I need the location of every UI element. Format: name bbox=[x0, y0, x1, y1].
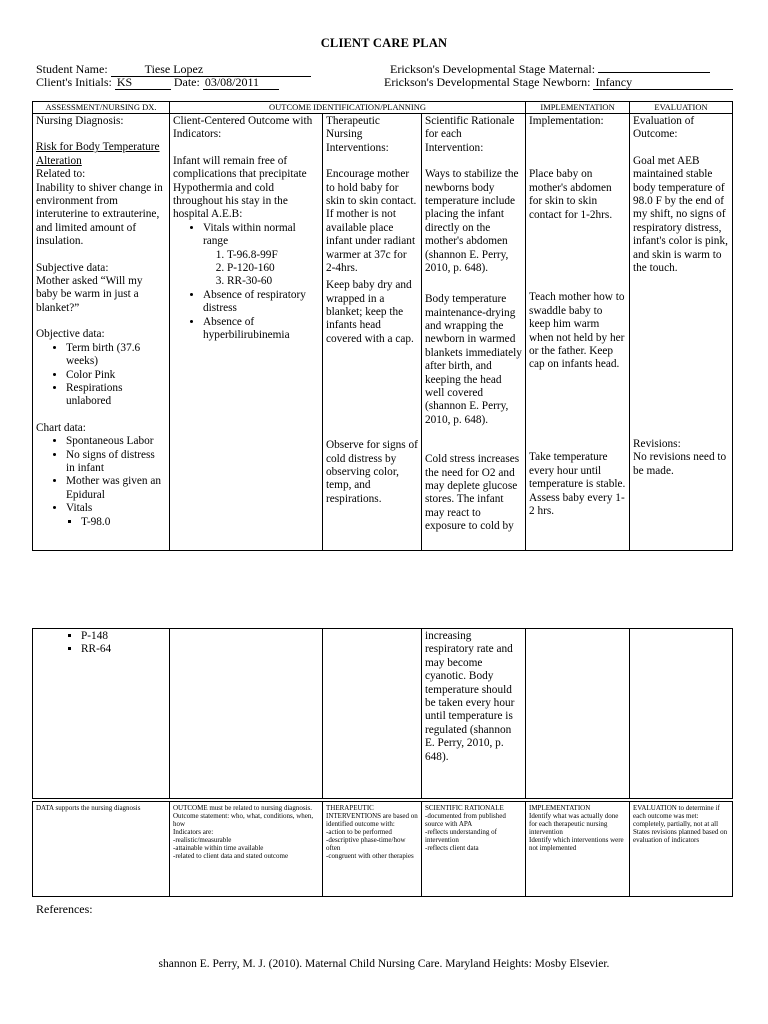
implementation-cont-cell[interactable] bbox=[526, 629, 630, 799]
outcome-heading: Client-Centered Outcome with Indicators: bbox=[173, 115, 313, 141]
implementation-heading: Implementation: bbox=[529, 115, 604, 127]
list-item: • Absence of hyperbilirubinemia bbox=[203, 316, 319, 343]
client-initials-field[interactable]: KS bbox=[115, 76, 171, 90]
implementation-2: Teach mother how to swaddle baby to keep him warm when not held by her or the father. Keep cap on infants head. bbox=[529, 291, 625, 371]
outcome-other-list bbox=[173, 289, 319, 343]
erikson-maternal-field[interactable] bbox=[598, 72, 710, 73]
chart-data-list bbox=[36, 435, 166, 515]
col-outcome-planning: OUTCOME IDENTIFICATION/PLANNING bbox=[170, 102, 526, 114]
rationale-2: Body temperature maintenance-drying and wrapping the newborn in warmed blankets immediately after birth, and keeping the head well covered (shannon E. Perry, 2010, p. 648). bbox=[425, 293, 522, 426]
outcome-text: Infant will remain free of complications that precipitate Hypothermia and cold throughout his stay in the hospital A.E.B: bbox=[173, 154, 307, 221]
objective-list bbox=[36, 342, 166, 409]
page-title: CLIENT CARE PLAN bbox=[320, 36, 448, 50]
list-item: • No signs of distress in infant bbox=[66, 449, 166, 476]
guide-outcome: OUTCOME must be related to nursing diagnosis. Outcome statement: who, what, conditions, when, how Indicators are: -realistic/measurable -attainable within time available -related to client data and stated outcome bbox=[170, 802, 323, 897]
rationale-cont-cell[interactable] bbox=[422, 629, 526, 799]
list-item: 1. T-96.8-99F bbox=[227, 249, 319, 262]
list-item: 2. P-120-160 bbox=[227, 262, 319, 275]
care-plan-continuation-table bbox=[32, 628, 733, 799]
list-item: • Spontaneous Labor bbox=[66, 435, 166, 448]
client-initials-label: Client's Initials: bbox=[36, 75, 112, 89]
list-item: • Absence of respiratory distress bbox=[203, 289, 319, 316]
guide-therapeutic: THERAPEUTIC INTERVENTIONS are based on identified outcome with: -action to be performed -descriptive phase-time/how often -congruent with other therapies bbox=[323, 802, 422, 897]
care-plan-table bbox=[32, 101, 733, 551]
erikson-newborn-field[interactable]: Infancy bbox=[593, 76, 733, 90]
nursing-diagnosis: Risk for Body Temperature Alteration bbox=[36, 141, 160, 167]
implementation-3: Take temperature every hour until temperature is stable. Assess baby every 1-2 hrs. bbox=[529, 451, 626, 518]
guide-scientific: SCIENTIFIC RATIONALE -documented from published source with APA -reflects understanding of intervention -reflects client data bbox=[422, 802, 526, 897]
rationale-1: Ways to stabilize the newborns body temperature include placing the infant directly on the mother's abdomen (shannon E. Perry, 2010, p. 648). bbox=[425, 168, 519, 275]
reference-citation: shannon E. Perry, M. J. (2010). Maternal Child Nursing Care. Maryland Heights: Mosby Elsevier. bbox=[158, 958, 610, 970]
guide-evaluation: EVALUATION to determine if each outcome was met: completely, partially, not at all States revisions planned based on evaluation of indicators bbox=[630, 802, 733, 897]
subjective-label: Subjective data: bbox=[36, 261, 109, 274]
client-initials-row bbox=[36, 75, 279, 90]
rationale-cell[interactable] bbox=[422, 114, 526, 551]
list-item: • Color Pink bbox=[66, 369, 166, 382]
revisions-label: Revisions: bbox=[633, 437, 681, 450]
interventions-heading: Therapeutic Nursing Interventions: bbox=[326, 115, 389, 154]
care-plan-row bbox=[33, 114, 733, 551]
related-to-text: Inability to shiver change in environment from interuterine to extrauterine, and limited amount of insulation. bbox=[36, 181, 163, 248]
outcome-vitals-list bbox=[173, 222, 319, 249]
revisions-text: No revisions need to be made. bbox=[633, 451, 727, 477]
outcome-cont-cell[interactable] bbox=[170, 629, 323, 799]
evaluation-cell[interactable] bbox=[630, 114, 733, 551]
column-header-row bbox=[33, 102, 733, 114]
vitals-list bbox=[36, 516, 166, 529]
list-item: ▪ P-148 bbox=[81, 630, 166, 643]
interventions-cell[interactable] bbox=[323, 114, 422, 551]
erikson-newborn-label: Erickson's Developmental Stage Newborn: bbox=[384, 75, 591, 89]
guide-data: DATA supports the nursing diagnosis bbox=[33, 802, 170, 897]
outcome-cell[interactable] bbox=[170, 114, 323, 551]
interventions-cont-cell[interactable] bbox=[323, 629, 422, 799]
evaluation-cont-cell[interactable] bbox=[630, 629, 733, 799]
evaluation-result: Goal met AEB maintained stable body temperature of 98.0 F by the end of my shift, no signs of respiratory distress, infant's color is pink, and skin is warm to the touch. bbox=[633, 154, 728, 275]
list-item: • Term birth (37.6 weeks) bbox=[66, 342, 166, 369]
vitals-range-list bbox=[173, 249, 319, 289]
student-name-field[interactable]: Tiese Lopez bbox=[111, 63, 311, 77]
erikson-maternal-label: Erickson's Developmental Stage Maternal: bbox=[390, 62, 596, 76]
evaluation-heading: Evaluation of Outcome: bbox=[633, 115, 695, 141]
intervention-1: Encourage mother to hold baby for skin to skin contact. If mother is not available place infant under radiant warmer at 37c for 2-4hrs. bbox=[326, 168, 417, 275]
date-field[interactable]: 03/08/2011 bbox=[203, 76, 279, 90]
erikson-newborn-row bbox=[384, 75, 733, 90]
list-item: • Respirations unlabored bbox=[66, 382, 166, 409]
list-item: 3. RR-30-60 bbox=[227, 275, 319, 288]
assessment-cell[interactable] bbox=[33, 114, 170, 551]
guidance-table bbox=[32, 801, 733, 897]
implementation-cell[interactable] bbox=[526, 114, 630, 551]
vitals-cont-list bbox=[36, 630, 166, 657]
col-assessment: ASSESSMENT/NURSING DX. bbox=[33, 102, 170, 114]
rationale-3: Cold stress increases the need for O2 and may deplete glucose stores. The infant may react to exposure to cold by bbox=[425, 453, 520, 533]
col-implementation: IMPLEMENTATION bbox=[526, 102, 630, 114]
related-to-label: Related to: bbox=[36, 168, 86, 181]
assessment-cont-cell[interactable] bbox=[33, 629, 170, 799]
guide-implementation: IMPLEMENTATION Identify what was actually done for each therapeutic nursing intervention Identify which interventions were not implemented bbox=[526, 802, 630, 897]
continuation-row bbox=[33, 629, 733, 799]
nursing-diagnosis-heading: Nursing Diagnosis: bbox=[36, 115, 124, 127]
col-evaluation: EVALUATION bbox=[630, 102, 733, 114]
list-item: • Vitals bbox=[66, 502, 166, 515]
list-item: ▪ RR-64 bbox=[81, 643, 166, 656]
list-item: ▪ T-98.0 bbox=[81, 516, 166, 529]
objective-label: Objective data: bbox=[36, 328, 105, 341]
rationale-continued: increasing respiratory rate and may become cyanotic. Body temperature should be taken every hour until temperature is regulated (shannon E. Perry, 2010, p. 648). bbox=[425, 630, 515, 763]
intervention-2: Keep baby dry and wrapped in a blanket; keep the infants head covered with a cap. bbox=[326, 279, 414, 345]
student-name-label: Student Name: bbox=[36, 62, 108, 76]
chart-data-label: Chart data: bbox=[36, 421, 86, 434]
implementation-1: Place baby on mother's abdomen for skin to skin contact for 1-2hrs. bbox=[529, 168, 613, 221]
rationale-heading: Scientific Rationale for each Intervention: bbox=[425, 115, 515, 154]
intervention-3: Observe for signs of cold distress by observing color, temp, and respirations. bbox=[326, 439, 418, 505]
date-label: Date: bbox=[173, 75, 200, 89]
list-item: • Mother was given an Epidural bbox=[66, 475, 166, 502]
references-label: References: bbox=[36, 902, 93, 916]
guidance-row bbox=[33, 802, 733, 897]
list-item: • Vitals within normal range bbox=[203, 222, 319, 249]
subjective-text: Mother asked “Will my baby be warm in just a blanket?” bbox=[36, 275, 143, 314]
